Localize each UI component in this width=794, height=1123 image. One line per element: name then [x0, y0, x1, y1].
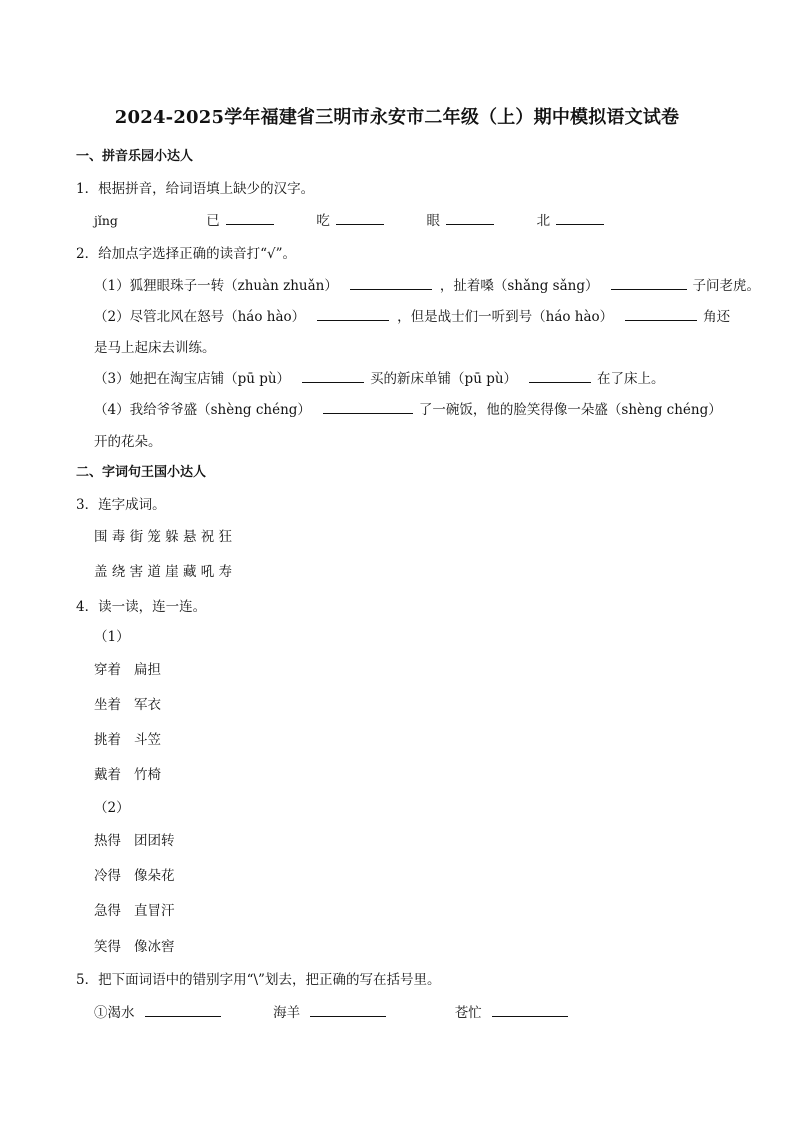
q5-item: ①渴水: [94, 1005, 135, 1021]
q5-item: 海羊: [273, 1005, 301, 1021]
q4-right-word[interactable]: 斗笠: [134, 732, 161, 748]
q4-left-word[interactable]: 笑得: [94, 939, 121, 955]
q4-left-word[interactable]: 穿着: [94, 662, 121, 678]
q2-text: 在了床上。: [597, 371, 665, 387]
question-1: 1．根据拼音，给词语填上缺少的汉字。: [76, 181, 315, 197]
q1-fill-row: [94, 209, 604, 229]
q4-right-word[interactable]: 扁担: [134, 662, 161, 678]
q4-pair: [94, 693, 161, 713]
answer-blank[interactable]: [226, 212, 274, 225]
question-4: 4．读一读，连一连。: [76, 599, 207, 615]
q4-left-word[interactable]: 坐着: [94, 697, 121, 713]
q4-pair: [94, 728, 161, 748]
q4-left-word[interactable]: 挑着: [94, 732, 121, 748]
q4-right-word[interactable]: 像冰窖: [134, 939, 175, 955]
q4-left-word[interactable]: 冷得: [94, 868, 121, 884]
q1-item: 吃: [316, 213, 330, 229]
q2-text: 了一碗饭，他的脸笑得像一朵盛（shèng chéng）: [418, 402, 722, 418]
answer-blank[interactable]: [350, 277, 432, 290]
q5-fill-row: [94, 1001, 568, 1021]
q2-sentence-1: [94, 274, 760, 294]
q4-left-word[interactable]: 急得: [94, 903, 121, 919]
q2-sentence-2-cont: 是马上起床去训练。: [94, 340, 216, 356]
q2-text: （2）尽管北风在怒号（háo hào）: [94, 309, 306, 325]
q4-right-word[interactable]: 军衣: [134, 697, 161, 713]
answer-blank[interactable]: [145, 1004, 221, 1017]
q1-item: 眼: [426, 213, 440, 229]
q4-pair: [94, 829, 175, 849]
answer-blank[interactable]: [492, 1004, 568, 1017]
q2-text: 买的新床单铺（pū pù）: [370, 371, 518, 387]
section-heading-2: 二、字词句王国小达人: [76, 465, 207, 480]
q3-char-row-2: 盖 绕 害 道 崖 藏 吼 寿: [94, 564, 233, 580]
q4-part-1-label: （1）: [94, 629, 130, 645]
q4-right-word[interactable]: 团团转: [134, 833, 175, 849]
question-2: 2．给加点字选择正确的读音打“√”。: [76, 246, 296, 262]
answer-blank[interactable]: [446, 212, 494, 225]
q2-text: 角还: [703, 309, 731, 325]
q4-right-word[interactable]: 竹椅: [134, 767, 161, 783]
q4-pair: [94, 899, 175, 919]
q3-char-row-1: 围 毒 街 笼 躲 悬 祝 狂: [94, 529, 233, 545]
answer-blank[interactable]: [323, 401, 413, 414]
q4-right-word[interactable]: 像朵花: [134, 868, 175, 884]
question-3: 3．连字成词。: [76, 497, 166, 513]
q5-item: 苍忙: [454, 1005, 482, 1021]
q2-sentence-4-cont: 开的花朵。: [94, 434, 162, 450]
q1-item: 北: [536, 213, 551, 229]
q4-pair: [94, 658, 161, 678]
q2-text: 子问老虎。: [692, 278, 760, 294]
answer-blank[interactable]: [529, 370, 591, 383]
q2-text: （4）我给爷爷盛（shèng chéng）: [94, 402, 311, 418]
answer-blank[interactable]: [302, 370, 364, 383]
q2-text: ，但是战士们一听到号（háo hào）: [397, 309, 614, 325]
answer-blank[interactable]: [336, 212, 384, 225]
q4-pair: [94, 763, 161, 783]
q2-text: ，扯着嗓（shǎng sǎng）: [439, 278, 599, 294]
q2-sentence-3: [94, 367, 665, 387]
answer-blank[interactable]: [310, 1004, 386, 1017]
q1-pinyin: jǐng: [94, 213, 118, 228]
q4-part-2-label: （2）: [94, 800, 130, 816]
q4-right-word[interactable]: 直冒汗: [134, 903, 175, 919]
page-title: 2024-2025学年福建省三明市永安市二年级（上）期中模拟语文试卷: [114, 107, 680, 128]
question-5: 5．把下面词语中的错别字用“\”划去，把正确的写在括号里。: [76, 972, 441, 988]
section-heading-1: 一、拼音乐园小达人: [76, 149, 194, 164]
answer-blank[interactable]: [556, 212, 604, 225]
q2-text: （1）狐狸眼珠子一转（zhuàn zhuǎn）: [94, 278, 338, 294]
q2-sentence-2: [94, 305, 730, 325]
answer-blank[interactable]: [625, 308, 697, 321]
q4-pair: [94, 935, 175, 955]
answer-blank[interactable]: [611, 277, 687, 290]
answer-blank[interactable]: [317, 308, 389, 321]
q2-text: （3）她把在淘宝店铺（pū pù）: [94, 371, 291, 387]
q1-item: 已: [206, 213, 220, 229]
q4-left-word[interactable]: 戴着: [94, 767, 121, 783]
q4-left-word[interactable]: 热得: [94, 833, 121, 849]
q4-pair: [94, 864, 175, 884]
q2-sentence-4: [94, 398, 722, 418]
